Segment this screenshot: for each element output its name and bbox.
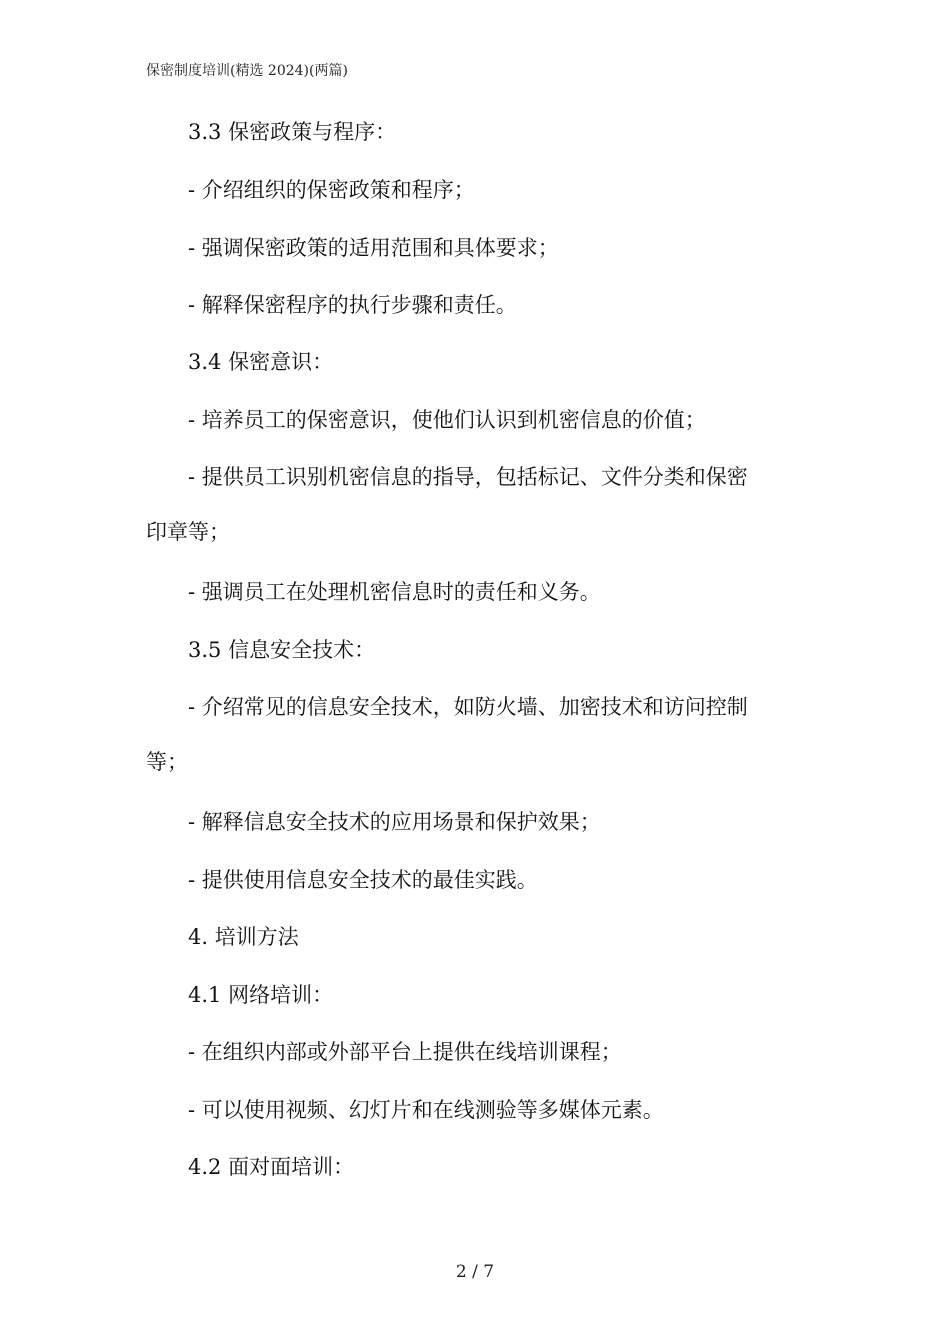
section-heading-3-4: 3.4 保密意识： <box>188 350 334 374</box>
bullet-item: - 强调员工在处理机密信息时的责任和义务。 <box>188 580 601 604</box>
bullet-item: - 培养员工的保密意识，使他们认识到机密信息的价值； <box>188 408 706 432</box>
section-heading-4-1: 4.1 网络培训： <box>188 983 334 1007</box>
bullet-item: - 在组织内部或外部平台上提供在线培训课程； <box>188 1040 622 1064</box>
section-heading-3-5: 3.5 信息安全技术： <box>188 638 376 662</box>
bullet-item: - 解释信息安全技术的应用场景和保护效果； <box>188 810 601 834</box>
bullet-item-continuation: 等； <box>146 750 188 774</box>
bullet-item: - 解释保密程序的执行步骤和责任。 <box>188 293 517 317</box>
bullet-item: - 提供使用信息安全技术的最佳实践。 <box>188 868 538 892</box>
bullet-item: - 强调保密政策的适用范围和具体要求； <box>188 236 559 260</box>
section-heading-4-2: 4.2 面对面培训： <box>188 1155 355 1179</box>
document-header: 保密制度培训(精选 2024)(两篇) <box>146 63 348 79</box>
section-heading-4: 4. 培训方法 <box>188 925 299 949</box>
bullet-item: - 介绍组织的保密政策和程序； <box>188 178 475 202</box>
bullet-item-continuation: 印章等； <box>146 520 230 544</box>
bullet-item: - 提供员工识别机密信息的指导，包括标记、文件分类和保密 <box>188 465 748 489</box>
page-number: 2 / 7 <box>455 1262 495 1282</box>
bullet-item: - 可以使用视频、幻灯片和在线测验等多媒体元素。 <box>188 1098 664 1122</box>
section-heading-3-3: 3.3 保密政策与程序： <box>188 120 397 144</box>
bullet-item: - 介绍常见的信息安全技术，如防火墙、加密技术和访问控制 <box>188 695 748 719</box>
